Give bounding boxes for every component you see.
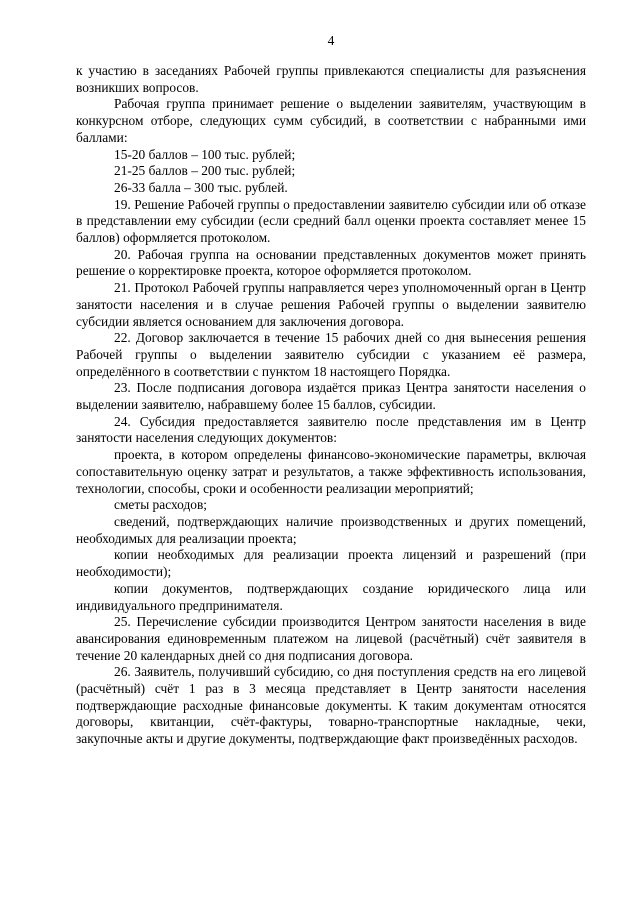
document-item-premises: сведений, подтверждающих наличие производственных и других помещений, необходимых для реализации проекта; [76,513,586,546]
paragraph-22: 22. Договор заключается в течение 15 рабочих дней со дня вынесения решения Рабочей группы о выделении заявителю субсидии с указанием её размера, определённого в соответствии с пунктом 18 настоящего Порядка. [76,330,586,379]
paragraph-21: 21. Протокол Рабочей группы направляется через уполномоченный орган в Центр занятости населения и в случае решения Рабочей группы о выделении заявителю субсидии является основанием для заключения договора. [76,280,586,329]
page-number: 4 [327,33,335,48]
document-item-licenses: копии необходимых для реализации проекта лицензий и разрешений (при необходимости); [76,547,586,580]
paragraph-19: 19. Решение Рабочей группы о предоставлении заявителю субсидии или об отказе в представлении ему субсидии (если средний балл оценки проекта составляет менее 15 баллов) оформляется протоколом. [76,196,586,246]
paragraph-continuation: к участию в заседаниях Рабочей группы привлекаются специалисты для разъяснения возникших вопросов. [76,63,586,95]
paragraph-24: 24. Субсидия предоставляется заявителю после представления им в Центр занятости населения следующих документов: [76,413,586,446]
document-item-project: проекта, в котором определены финансово-экономические параметры, включая сопоставительную оценку затрат и результатов, а также эффективность использования, технологии, способы, сроки и особенности реализации мероприятий; [76,447,586,496]
document-item-estimate: сметы расходов; [114,497,208,513]
document-item-registration: копии документов, подтверждающих создание юридического лица или индивидуального предпринимателя. [76,580,586,613]
paragraph-23: 23. После подписания договора издаётся приказ Центра занятости населения о выделении заявителю, набравшему более 15 баллов, субсидии. [76,380,586,413]
paragraph-20: 20. Рабочая группа на основании представленных документов может принять решение о корректировке проекта, которое оформляется протоколом. [76,246,586,279]
paragraph-26: 26. Заявитель, получивший субсидию, со дня поступления средств на его лицевой (расчётный) счёт 1 раз в 3 месяца представляет в Центр занятости населения подтверждающие расходные финансовые документы. К таким документам относятся договоры, квитанции, счёт-фактуры, товарно-транспортные накладные, чеки, закупочные акты и другие документы, подтверждающие факт произведённых расходов. [76,664,586,747]
paragraph-25: 25. Перечисление субсидии производится Центром занятости населения в виде авансирования единовременным платежом на лицевой (расчётный) счёт заявителя в течение 20 календарных дней со дня подписания договора. [76,614,586,663]
amount-item-1: 15-20 баллов – 100 тыс. рублей; [114,146,296,162]
amount-item-2: 21-25 баллов – 200 тыс. рублей; [114,163,296,179]
amount-item-3: 26-33 балла – 300 тыс. рублей. [114,179,288,195]
paragraph-decision-amounts: Рабочая группа принимает решение о выделении заявителям, участвующим в конкурсном отборе, следующих сумм субсидий, в соответствии с набранными ими баллами: [76,96,586,145]
